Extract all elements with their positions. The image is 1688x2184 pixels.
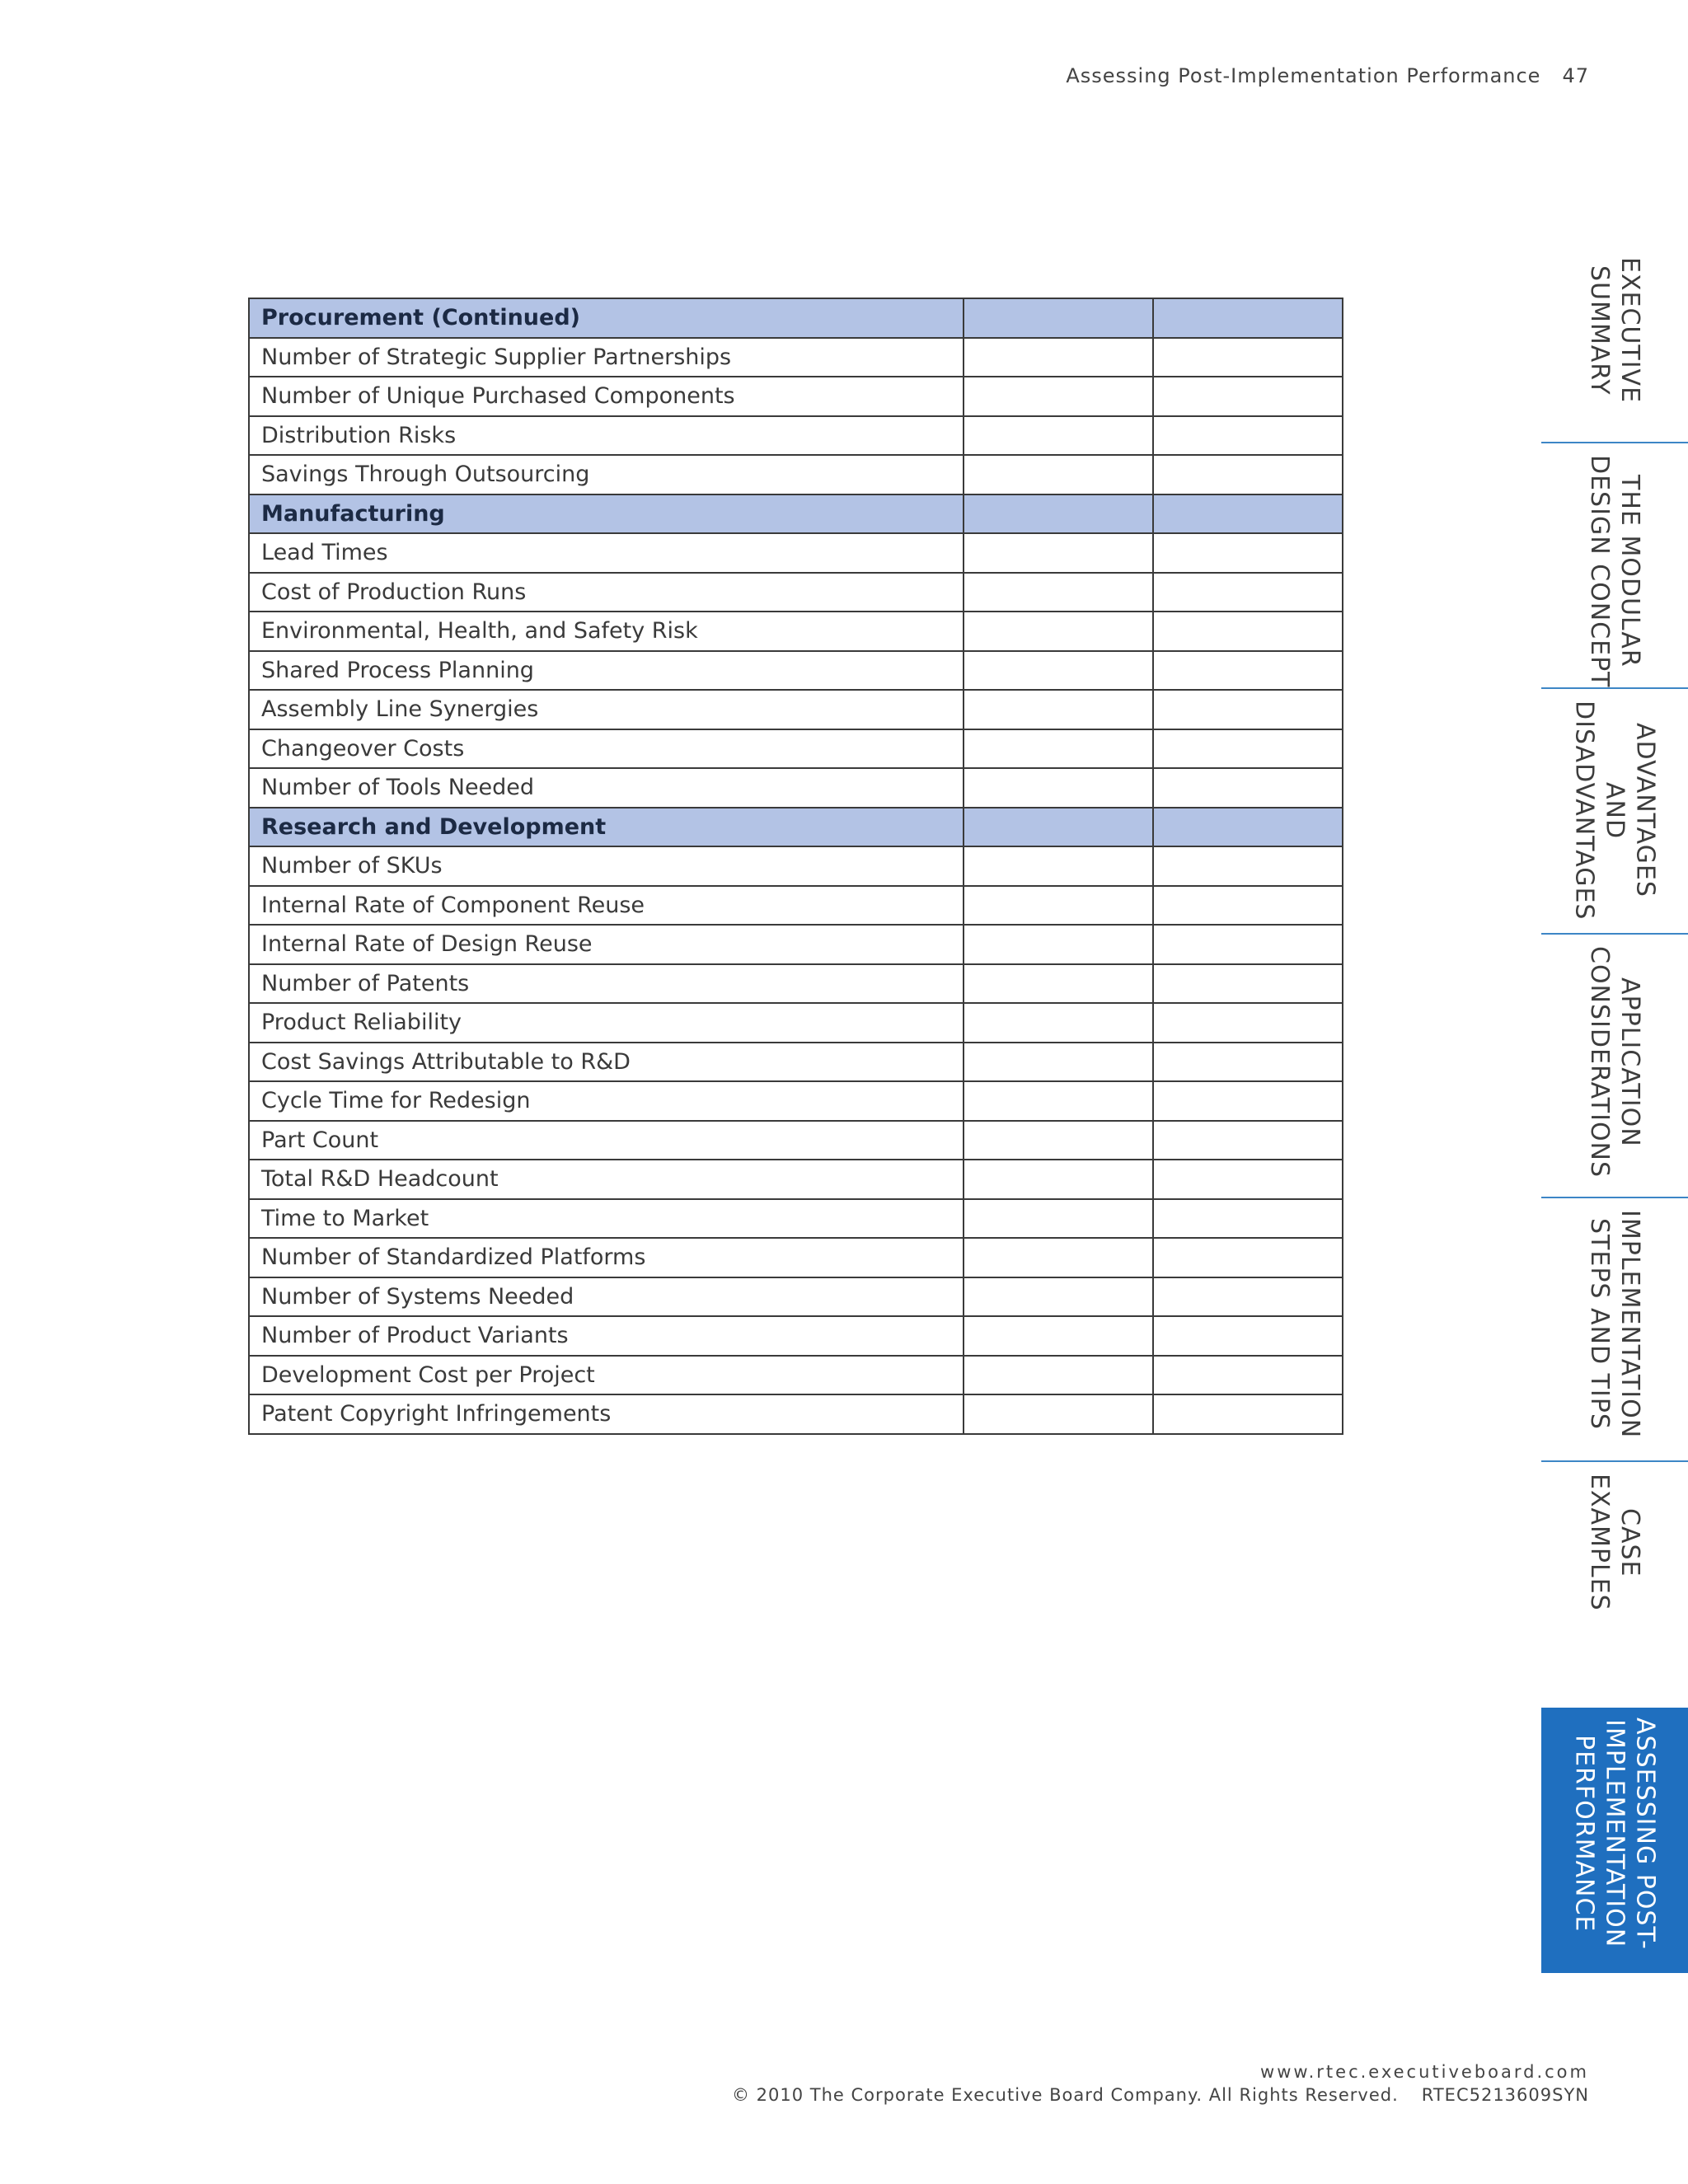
blank-cell (1153, 886, 1343, 926)
metrics-table (248, 298, 1343, 1435)
table-row (249, 690, 1343, 729)
table-row (249, 1081, 1343, 1121)
blank-cell (964, 1199, 1153, 1239)
section-heading: Manufacturing (249, 494, 964, 534)
section-tab-3[interactable] (1541, 691, 1688, 935)
table-row (249, 533, 1343, 573)
table-row (249, 886, 1343, 926)
blank-cell (1153, 455, 1343, 494)
blank-cell (1153, 573, 1343, 612)
blank-cell (964, 298, 1153, 338)
table-row (249, 338, 1343, 377)
section-tab-7[interactable] (1541, 1708, 1688, 1973)
table-row (249, 1121, 1343, 1160)
blank-cell (1153, 846, 1343, 886)
running-title: Assessing Post-Implementation Performance (1066, 64, 1541, 87)
table-row (249, 964, 1343, 1004)
section-tab-label: EXECUTIVE SUMMARY (1585, 257, 1644, 404)
blank-cell (964, 573, 1153, 612)
blank-cell (964, 1316, 1153, 1356)
blank-cell (1153, 494, 1343, 534)
table-row (249, 846, 1343, 886)
blank-cell (964, 1356, 1153, 1395)
metric-label: Cost Savings Attributable to R&D (249, 1043, 964, 1082)
blank-cell (1153, 612, 1343, 651)
blank-cell (964, 1003, 1153, 1043)
blank-cell (964, 1081, 1153, 1121)
table-row (249, 416, 1343, 456)
section-tab-label: ASSESSING POST- IMPLEMENTATION PERFORMANCE (1569, 1718, 1660, 1950)
blank-cell (964, 1121, 1153, 1160)
metric-label: Development Cost per Project (249, 1356, 964, 1395)
blank-cell (1153, 964, 1343, 1004)
blank-cell (1153, 416, 1343, 456)
table-row (249, 1043, 1343, 1082)
table-row (249, 1238, 1343, 1277)
page-number: 47 (1562, 64, 1589, 87)
metric-label: Number of Patents (249, 964, 964, 1004)
table-row (249, 651, 1343, 691)
blank-cell (1153, 1081, 1343, 1121)
table-row (249, 455, 1343, 494)
table-row (249, 612, 1343, 651)
table-section-row (249, 494, 1343, 534)
metric-label: Number of Product Variants (249, 1316, 964, 1356)
blank-cell (1153, 1160, 1343, 1199)
blank-cell (964, 964, 1153, 1004)
blank-cell (964, 533, 1153, 573)
blank-cell (964, 416, 1153, 456)
blank-cell (964, 846, 1153, 886)
section-tab-2[interactable] (1541, 445, 1688, 689)
section-tab-4[interactable] (1541, 936, 1688, 1198)
metric-label: Internal Rate of Design Reuse (249, 925, 964, 964)
section-tab-label: ADVANTAGES AND DISADVANTAGES (1569, 701, 1660, 921)
footer-url[interactable]: www.rtec.executiveboard.com (1260, 2062, 1589, 2082)
metric-label: Time to Market (249, 1199, 964, 1239)
metric-label: Shared Process Planning (249, 651, 964, 691)
table-row (249, 573, 1343, 612)
blank-cell (964, 808, 1153, 847)
blank-cell (1153, 729, 1343, 769)
metrics-table-body (249, 298, 1343, 1434)
table-row (249, 925, 1343, 964)
metric-label: Distribution Risks (249, 416, 964, 456)
section-tab-5[interactable] (1541, 1200, 1688, 1462)
blank-cell (1153, 651, 1343, 691)
blank-cell (964, 1043, 1153, 1082)
metric-label: Environmental, Health, and Safety Risk (249, 612, 964, 651)
blank-cell (1153, 1238, 1343, 1277)
section-tab-1[interactable] (1541, 247, 1688, 443)
blank-cell (1153, 377, 1343, 416)
metric-label: Total R&D Headcount (249, 1160, 964, 1199)
blank-cell (964, 1238, 1153, 1277)
table-section-row (249, 298, 1343, 338)
blank-cell (1153, 338, 1343, 377)
metric-label: Number of Standardized Platforms (249, 1238, 964, 1277)
metric-label: Savings Through Outsourcing (249, 455, 964, 494)
blank-cell (964, 338, 1153, 377)
blank-cell (1153, 1199, 1343, 1239)
blank-cell (1153, 1277, 1343, 1317)
section-tab-label: THE MODULAR DESIGN CONCEPT (1585, 455, 1644, 688)
blank-cell (964, 768, 1153, 808)
table-row (249, 729, 1343, 769)
metric-label: Number of Unique Purchased Components (249, 377, 964, 416)
blank-cell (1153, 298, 1343, 338)
section-tab-label: CASE EXAMPLES (1585, 1474, 1644, 1611)
table-row (249, 1160, 1343, 1199)
blank-cell (1153, 1394, 1343, 1434)
metric-label: Part Count (249, 1121, 964, 1160)
section-tab-6[interactable] (1541, 1464, 1688, 1694)
table-row (249, 1199, 1343, 1239)
blank-cell (964, 455, 1153, 494)
footer-copyright (732, 2085, 1589, 2105)
section-heading: Procurement (Continued) (249, 298, 964, 338)
table-row (249, 1356, 1343, 1395)
metric-label: Number of SKUs (249, 846, 964, 886)
blank-cell (1153, 533, 1343, 573)
metric-label: Product Reliability (249, 1003, 964, 1043)
metric-label: Cost of Production Runs (249, 573, 964, 612)
section-heading: Research and Development (249, 808, 964, 847)
blank-cell (1153, 1003, 1343, 1043)
blank-cell (1153, 925, 1343, 964)
blank-cell (964, 377, 1153, 416)
blank-cell (1153, 808, 1343, 847)
blank-cell (964, 612, 1153, 651)
metric-label: Cycle Time for Redesign (249, 1081, 964, 1121)
running-header (1066, 64, 1589, 87)
blank-cell (964, 886, 1153, 926)
table-row (249, 1277, 1343, 1317)
blank-cell (1153, 768, 1343, 808)
table-row (249, 1003, 1343, 1043)
table-section-row (249, 808, 1343, 847)
metric-label: Number of Systems Needed (249, 1277, 964, 1317)
blank-cell (1153, 1356, 1343, 1395)
blank-cell (964, 1394, 1153, 1434)
table-row (249, 1394, 1343, 1434)
metric-label: Patent Copyright Infringements (249, 1394, 964, 1434)
blank-cell (1153, 1316, 1343, 1356)
metric-label: Changeover Costs (249, 729, 964, 769)
blank-cell (1153, 1043, 1343, 1082)
section-tabs (1541, 0, 1688, 2184)
metric-label: Internal Rate of Component Reuse (249, 886, 964, 926)
blank-cell (1153, 690, 1343, 729)
metric-label: Number of Tools Needed (249, 768, 964, 808)
section-tab-label: IMPLEMENTATION STEPS AND TIPS (1585, 1210, 1644, 1439)
metric-label: Assembly Line Synergies (249, 690, 964, 729)
blank-cell (964, 651, 1153, 691)
table-row (249, 1316, 1343, 1356)
blank-cell (964, 1160, 1153, 1199)
blank-cell (964, 729, 1153, 769)
blank-cell (1153, 1121, 1343, 1160)
blank-cell (964, 494, 1153, 534)
blank-cell (964, 690, 1153, 729)
table-row (249, 768, 1343, 808)
copyright-text: © 2010 The Corporate Executive Board Company. All Rights Reserved. (731, 2085, 1399, 2105)
blank-cell (964, 1277, 1153, 1317)
document-code: RTEC5213609SYN (1421, 2085, 1589, 2105)
section-tab-label: APPLICATION CONSIDERATIONS (1585, 946, 1644, 1179)
table-row (249, 377, 1343, 416)
blank-cell (964, 925, 1153, 964)
metric-label: Number of Strategic Supplier Partnerships (249, 338, 964, 377)
metric-label: Lead Times (249, 533, 964, 573)
